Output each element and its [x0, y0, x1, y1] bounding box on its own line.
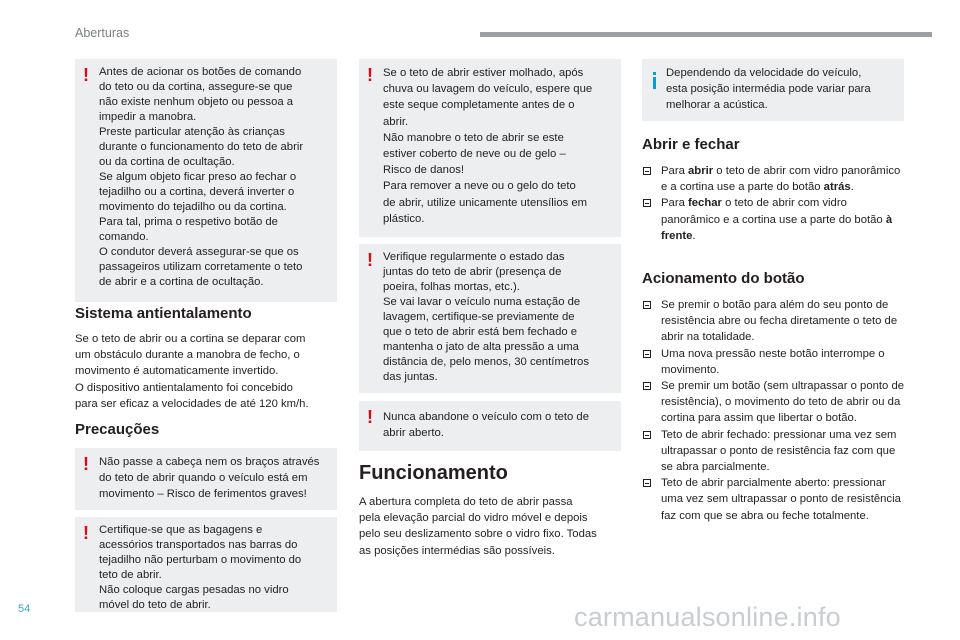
warning-box-roof-controls [75, 59, 337, 302]
item-text: Teto de abrir parcialmente aberto: pressionar uma vez sem ultrapassar o ponto de resistência faz com que se abra ou feche totalmente. [661, 477, 901, 522]
checkbox-bullet-icon [643, 479, 651, 487]
warning-icon [83, 457, 93, 473]
item-text: o teto de abrir com vidro panorâmico e a cortina use a parte do botão [661, 165, 901, 194]
item-text: Para [661, 197, 689, 210]
warning-box-seals [359, 244, 621, 393]
warning-text: Certifique-se que as bagagens e acessórios transportados nas barras do tejadilho não perturbam o movimento do teto de abrir. Não coloque cargas pesadas no vidro móvel do teto de abrir. [99, 524, 302, 611]
emphasis-text: à frente [661, 213, 893, 242]
button-operation-item [642, 378, 904, 427]
checkbox-bullet-icon [643, 382, 651, 390]
warning-text: Se o teto de abrir estiver molhado, após chuva ou lavagem do veículo, espere que este seque completamente antes de o abrir. Não manobre o teto de abrir se este estiver coberto de neve ou de gelo – Risco de danos! Para remover a neve ou o gelo do teto de abrir, utilize unicamente utensílios em plástico. [383, 67, 593, 225]
antipinch-heading: Sistema antientalamento [75, 305, 252, 322]
warning-icon [367, 253, 377, 269]
item-text: Teto de abrir fechado: pressionar uma vez sem ultrapassar o ponto de resistência faz com que se abra parcialmente. [661, 428, 897, 474]
item-text: Uma nova pressão neste botão interrompe o movimento. [661, 347, 885, 376]
precautions-heading: Precauções [75, 421, 160, 438]
warning-box-head-arms [75, 448, 337, 510]
watermark: carmanualsonline.info [574, 602, 841, 632]
warning-icon [83, 526, 93, 542]
operation-heading: Funcionamento [359, 462, 508, 484]
button-operation-item [642, 427, 904, 476]
checkbox-bullet-icon [643, 301, 651, 309]
button-heading: Acionamento do botão [642, 270, 805, 287]
button-operation-item [642, 297, 904, 346]
checkbox-bullet-icon [643, 167, 651, 175]
item-text: o teto de abrir com vidro panorâmico e a cortina use a parte do botão [661, 197, 886, 226]
button-operation-list [642, 297, 904, 524]
info-box-acoustics [642, 59, 904, 121]
button-operation-item [642, 346, 904, 378]
checkbox-bullet-icon [643, 350, 651, 358]
warning-icon [83, 68, 93, 84]
warning-icon [367, 68, 377, 84]
item-text: . [850, 181, 854, 194]
warning-text: Antes de acionar os botões de comando do teto ou da cortina, assegure-se que não existe nenhum objeto ou pessoa a impedir a manobra. Preste particular atenção às crianças durante o funcionamento do teto de abrir ou da cortina de ocultação. Se algum objeto ficar preso ao fechar o tejadilho ou a cortina, deverá inverter o movimento do tejadilho ou da cortina. Para tal, prima o respetivo botão de comando. O condutor deverá assegurar-se que os passageiros utilizam corretamente o teto de abrir e a cortina de ocultação. [99, 66, 304, 288]
warning-text: Não passe a cabeça nem os braços através do teto de abrir quando o veículo está em movimento – Risco de ferimentos graves! [99, 456, 320, 500]
warning-box-luggage [75, 517, 337, 612]
open-close-item [642, 163, 904, 195]
antipinch-text: Se o teto de abrir ou a cortina se deparar com um obstáculo durante a manobra de fecho, o movimento é automaticamente invertido. O dispositivo antientalamento foi concebido para ser eficaz a velocidades de até 120 km/h. [75, 333, 309, 410]
operation-text: A abertura completa do teto de abrir passa pela elevação parcial do vidro móvel e depois pelo seu deslizamento sobre o vidro fixo. Todas as posições intermédias são possíveis. [359, 496, 597, 557]
header-rule [480, 32, 932, 37]
item-text: Para [661, 165, 689, 177]
checkbox-bullet-icon [643, 199, 651, 207]
checkbox-bullet-icon [643, 431, 651, 439]
emphasis-text: fechar [688, 197, 722, 210]
emphasis-text: atrás [823, 181, 851, 194]
button-operation-item [642, 475, 904, 524]
page-number: 54 [18, 603, 31, 615]
info-text: Dependendo da velocidade do veículo, esta posição intermédia pode variar para melhorar a acústica. [666, 67, 871, 112]
warning-text: Nunca abandone o veículo com o teto de abrir aberto. [383, 411, 589, 440]
info-icon [650, 68, 660, 84]
open-close-item [642, 195, 904, 244]
item-text: . [692, 229, 696, 242]
item-text: Se premir o botão para além do seu ponto de resistência abre ou fecha diretamente o teto de abrir na totalidade. [661, 299, 898, 344]
warning-text: Verifique regularmente o estado das juntas do teto de abrir (presença de poeira, folhas mortas, etc.). Se vai lavar o veículo numa estação de lavagem, certifique-se previamente de que o teto de abrir está bem fechado e mantenha o jato de alta pressão a uma distância de, pelo menos, 30 centímetros das juntas. [383, 251, 589, 383]
open-close-list [642, 163, 904, 244]
emphasis-text: abrir [688, 165, 714, 177]
warning-box-wet-roof [359, 59, 621, 237]
warning-icon [367, 410, 377, 426]
item-text: Se premir um botão (sem ultrapassar o ponto de resistência), o movimento do teto de abrir ou da cortina para assim que libertar o botão. [661, 380, 905, 425]
open-close-heading: Abrir e fechar [642, 136, 740, 153]
warning-box-leave-open [359, 401, 621, 451]
section-title: Aberturas [75, 26, 130, 40]
